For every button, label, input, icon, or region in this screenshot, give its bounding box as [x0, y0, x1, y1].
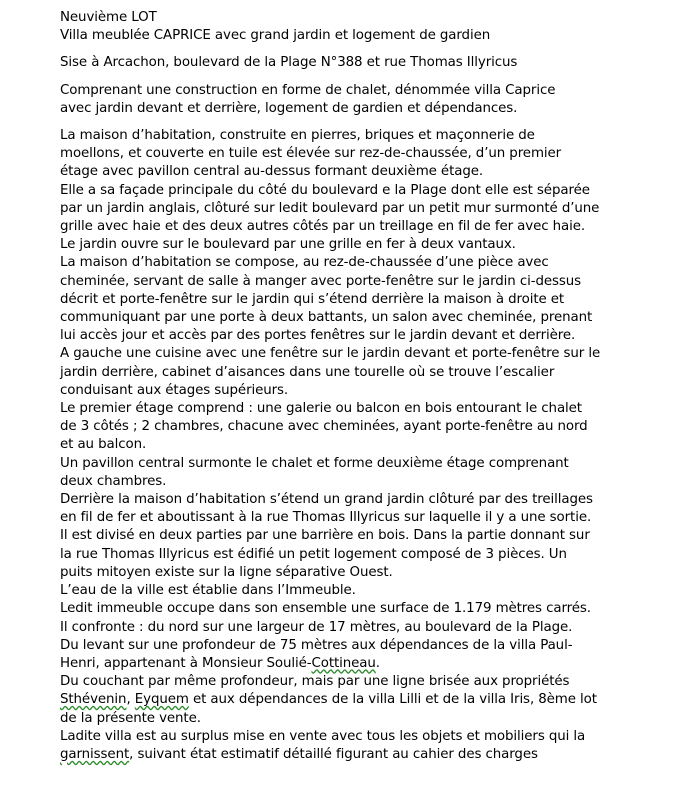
- body-line: L’eau de la ville est établie dans l’Immeuble.: [60, 583, 356, 599]
- body-line: puits mitoyen existe sur la ligne séparative Ouest.: [60, 564, 393, 580]
- body-line: décrit et porte-fenêtre sur le jardin qui s’étend derrière la maison à droite et: [60, 291, 565, 307]
- spacer: [60, 45, 680, 54]
- lot-subtitle: Villa meublée CAPRICE avec grand jardin et logement de gardien: [60, 28, 491, 44]
- intro-line: avec jardin devant et derrière, logement de gardien et dépendances.: [60, 100, 518, 116]
- body-line: et au balcon.: [60, 437, 147, 453]
- body-line: deux chambres.: [60, 473, 167, 489]
- body-line: communiquant par une porte à deux battants, un salon avec cheminée, prenant: [60, 310, 593, 326]
- body-line: A gauche une cuisine avec une fenêtre sur le jardin devant et porte-fenêtre sur le: [60, 346, 601, 362]
- body-line: Le premier étage comprend : une galerie ou balcon en bois entourant le chalet: [60, 401, 582, 417]
- spellcheck-word: Eyquem: [134, 692, 189, 708]
- intro-line: Comprenant une construction en forme de chalet, dénommée villa Caprice: [60, 82, 556, 98]
- spellcheck-word: Cottineau: [311, 655, 376, 671]
- body-line: Ladite villa est au surplus mise en vente avec tous les objets et mobiliers qui la: [60, 728, 586, 744]
- body-line: Derrière la maison d’habitation s’étend un grand jardin clôturé par des treillages: [60, 492, 593, 508]
- body-line: Elle a sa façade principale du côté du boulevard e la Plage dont elle est séparée: [60, 182, 590, 198]
- body-line: Il est divisé en deux parties par une barrière en bois. Dans la partie donnant sur: [60, 528, 590, 544]
- body-text: ,: [126, 692, 135, 708]
- body-line: jardin derrière, cabinet d’aisances dans une tourelle où se trouve l’escalier: [60, 364, 555, 380]
- body-text: .: [375, 655, 380, 671]
- body-line: lui accès jour et accès par des portes fenêtres sur le jardin devant et derrière.: [60, 328, 576, 344]
- body-line: en fil de fer et aboutissant à la rue Thomas Illyricus sur laquelle il y a une sortie.: [60, 510, 592, 526]
- body-line: moellons, et couverte en tuile est élevée sur rez-de-chaussée, d’un premier: [60, 146, 562, 162]
- body-line: Il confronte : du nord sur une largeur de 17 mètres, au boulevard de la Plage.: [60, 619, 573, 635]
- body-line: de la présente vente.: [60, 710, 201, 726]
- body-line: [60, 691, 680, 709]
- body-line: cheminée, servant de salle à manger avec porte-fenêtre sur le jardin ci-dessus: [60, 273, 581, 289]
- body-line: Du levant sur une profondeur de 75 mètres aux dépendances de la villa Paul-: [60, 637, 573, 653]
- body-line: [60, 746, 680, 764]
- body-text: , suivant état estimatif détaillé figurant au cahier des charges: [129, 746, 538, 762]
- spellcheck-word: garnissent: [60, 746, 130, 762]
- body-line: grille avec haie et des deux autres côtés par un treillage en fil de fer avec haie.: [60, 219, 586, 235]
- body-line: étage avec pavillon central au-dessus formant deuxième étage.: [60, 164, 484, 180]
- spacer: [60, 118, 680, 127]
- body-line: par un jardin anglais, clôturé sur ledit boulevard par un petit mur surmonté d’une: [60, 200, 600, 216]
- spacer: [60, 73, 680, 82]
- body-line: conduisant aux étages supérieurs.: [60, 382, 289, 398]
- body-line: Du couchant par même profondeur, mais par une ligne brisée aux propriétés: [60, 674, 570, 690]
- body-line: La maison d’habitation, construite en pierres, briques et maçonnerie de: [60, 128, 535, 144]
- body-line: [60, 655, 680, 673]
- body-line: La maison d’habitation se compose, au rez-de-chaussée d’une pièce avec: [60, 255, 549, 271]
- lot-title: Neuvième LOT: [60, 10, 157, 25]
- address-line: Sise à Arcachon, boulevard de la Plage N°388 et rue Thomas Illyricus: [60, 55, 518, 71]
- body-text: et aux dépendances de la villa Lilli et de la villa Iris, 8ème lot: [188, 692, 597, 708]
- spellcheck-word: Sthévenin: [60, 692, 127, 708]
- body-line: Ledit immeuble occupe dans son ensemble une surface de 1.179 mètres carrés.: [60, 601, 591, 617]
- body-line: de 3 côtés ; 2 chambres, chacune avec cheminées, ayant porte-fenêtre au nord: [60, 419, 588, 435]
- body-line: la rue Thomas Illyricus est édifié un petit logement composé de 3 pièces. Un: [60, 546, 567, 562]
- body-text: Henri, appartenant à Monsieur Soulié-: [60, 655, 312, 671]
- body-line: Le jardin ouvre sur le boulevard par une grille en fer à deux vantaux.: [60, 237, 516, 253]
- body-line: Un pavillon central surmonte le chalet et forme deuxième étage comprenant: [60, 455, 569, 471]
